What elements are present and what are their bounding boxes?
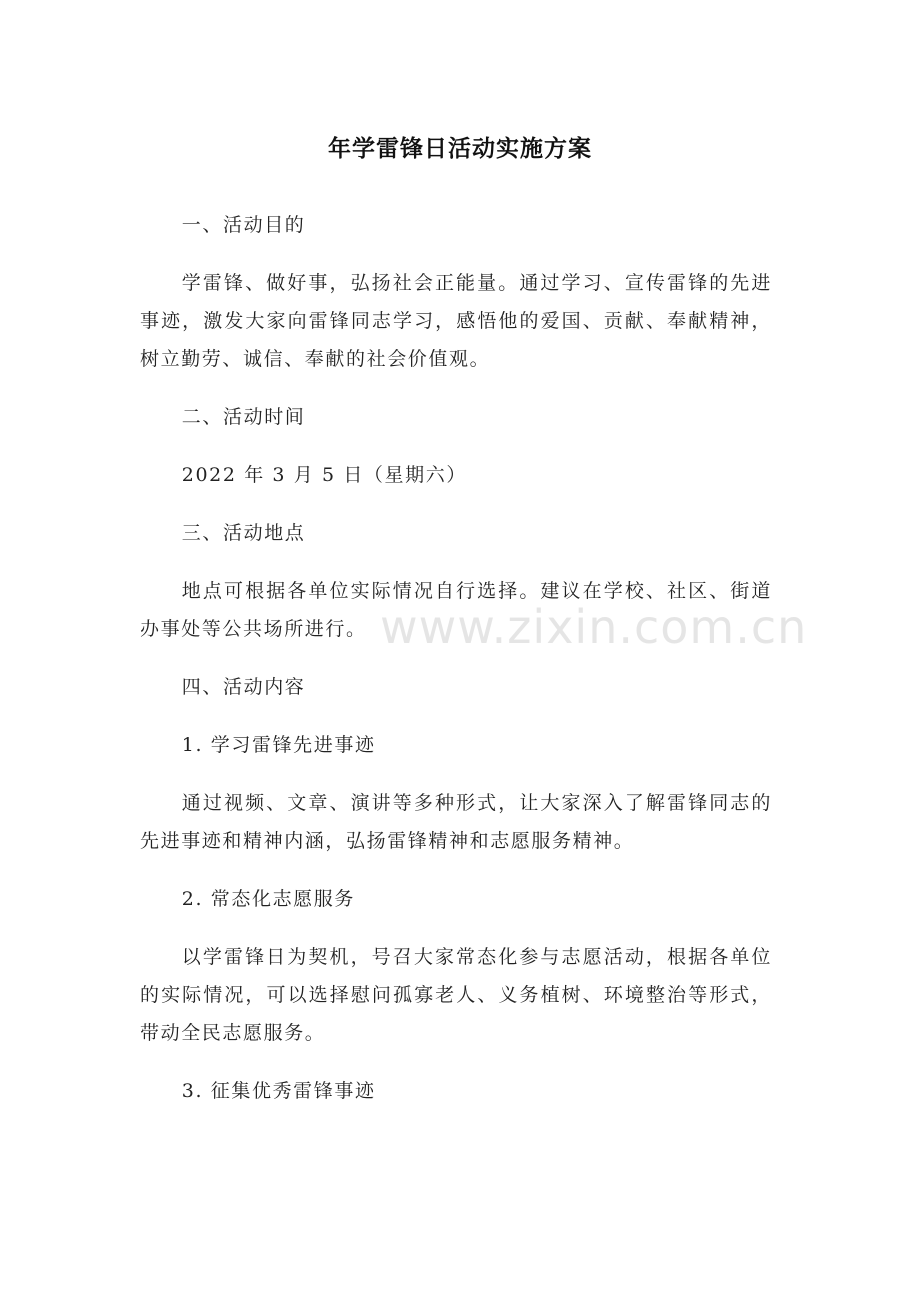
paragraph-time: 2022 年 3 月 5 日（星期六） [181,464,467,486]
section-heading-location: 三、活动地点 [181,522,306,544]
document-body [140,206,772,1110]
subheading-volunteer: 2. 常态化志愿服务 [181,888,355,910]
paragraph-study: 通过视频、文章、演讲等多种形式，让大家深入了解雷锋同志的先进事迹和精神内涵，弘扬雷锋精神和志愿服务精神。 [140,792,772,852]
subheading-collect: 3. 征集优秀雷锋事迹 [181,1080,376,1102]
section-heading-purpose: 一、活动目的 [181,214,306,236]
section-heading-time: 二、活动时间 [181,406,306,428]
document-title: 年学雷锋日活动实施方案 [328,136,592,162]
paragraph-purpose: 学雷锋、做好事，弘扬社会正能量。通过学习、宣传雷锋的先进事迹，激发大家向雷锋同志学习，感悟他的爱国、贡献、奉献精神，树立勤劳、诚信、奉献的社会价值观。 [140,272,772,370]
paragraph-location: 地点可根据各单位实际情况自行选择。建议在学校、社区、街道办事处等公共场所进行。 [140,580,772,640]
section-heading-content: 四、活动内容 [181,676,306,698]
watermark: www.zixin.com.cn [380,600,808,654]
subheading-study: 1. 学习雷锋先进事迹 [181,734,376,756]
paragraph-volunteer: 以学雷锋日为契机，号召大家常态化参与志愿活动，根据各单位的实际情况，可以选择慰问孤寡老人、义务植树、环境整治等形式，带动全民志愿服务。 [140,946,772,1044]
